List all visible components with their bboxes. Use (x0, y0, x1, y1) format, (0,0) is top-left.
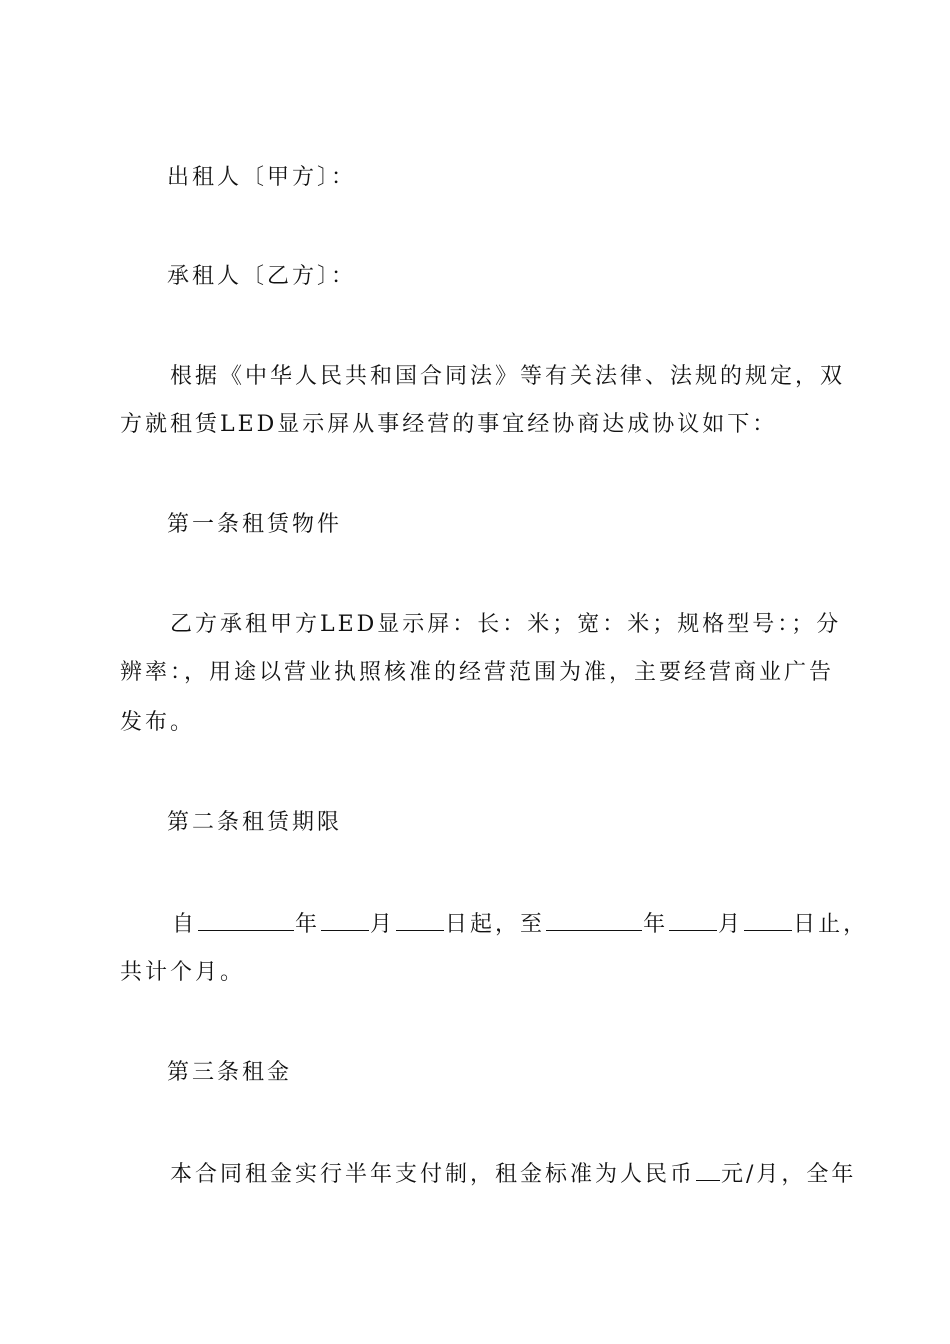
article-2-title: 第二条租赁期限 (167, 810, 343, 835)
term-year-label: 年 (295, 912, 321, 937)
term-day-start: 日起，至 (445, 912, 546, 937)
lessor-line: 出租人〔甲方〕： (167, 165, 357, 190)
term-month-label-2: 月 (718, 912, 744, 937)
article-3-line-1 (170, 1158, 856, 1190)
end-month-blank (669, 908, 717, 931)
article-3-title: 第三条租金 (167, 1060, 293, 1085)
rent-text-b: 元/月，全年 (721, 1162, 857, 1187)
article-1-line-3: 发布。 (120, 710, 196, 735)
term-month-label: 月 (370, 912, 396, 937)
end-day-blank (744, 908, 792, 931)
article-2-term-line (172, 908, 868, 940)
term-year-label-2: 年 (643, 912, 669, 937)
intro-paragraph-line-1: 根据《中华人民共和国合同法》等有关法律、法规的规定，双 (170, 364, 846, 389)
article-1-line-2: 辨率：，用途以营业执照核准的经营范围为准，主要经营商业广告 (120, 660, 835, 685)
start-month-blank (321, 908, 369, 931)
start-day-blank (396, 908, 444, 931)
intro-paragraph-line-2: 方就租赁LED显示屏从事经营的事宜经协商达成协议如下： (120, 412, 778, 437)
term-day-end: 日止， (793, 912, 869, 937)
article-1-title: 第一条租赁物件 (167, 512, 343, 537)
article-2-line-2: 共计个月。 (120, 960, 246, 985)
rent-amount-blank (696, 1158, 720, 1181)
term-from: 自 (172, 912, 198, 937)
article-1-line-1: 乙方承租甲方LED显示屏：长：米；宽：米；规格型号：；分 (170, 612, 842, 637)
start-year-blank (198, 908, 294, 931)
rent-text-a: 本合同租金实行半年支付制，租金标准为人民币 (170, 1162, 696, 1187)
lessee-line: 承租人〔乙方〕： (167, 264, 357, 289)
end-year-blank (546, 908, 642, 931)
